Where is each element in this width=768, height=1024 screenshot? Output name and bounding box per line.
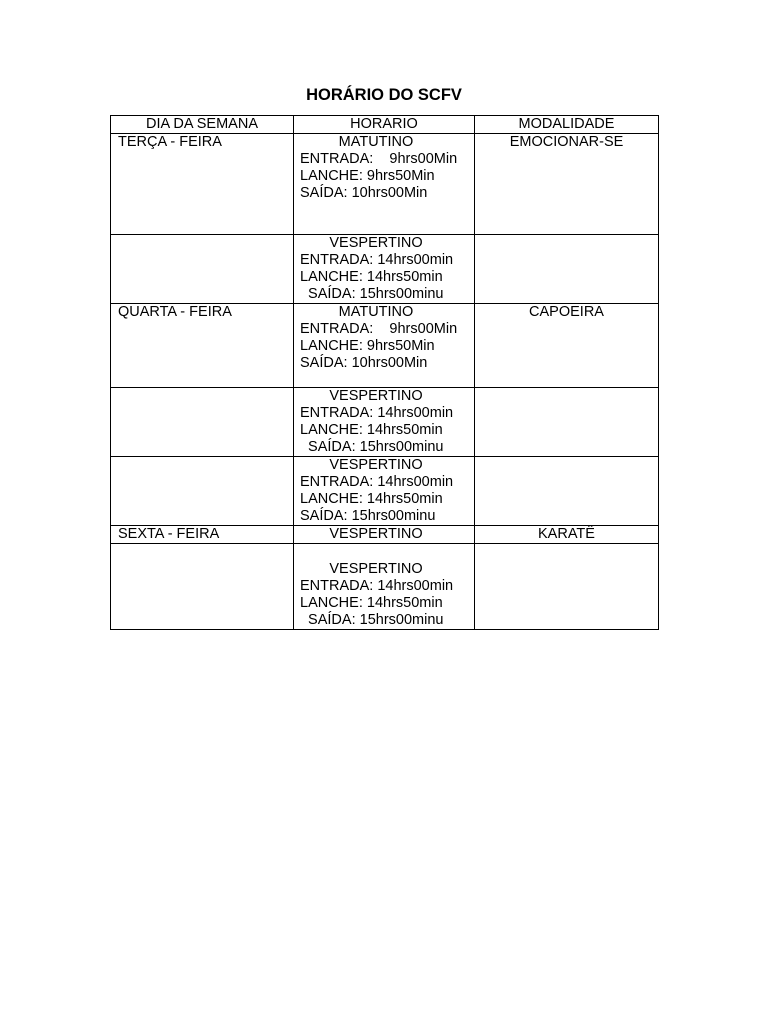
header-modality: MODALIDADE [475, 116, 659, 134]
header-day: DIA DA SEMANA [111, 116, 294, 134]
time-line: SAÍDA: 15hrs00minu [300, 286, 444, 302]
table-row [111, 544, 659, 630]
modality-cell: CAPOEIRA [475, 304, 659, 388]
period-label: VESPERTINO [329, 235, 423, 251]
day-cell [111, 235, 294, 304]
day-cell: QUARTA - FEIRA [111, 304, 294, 388]
time-cell [294, 304, 475, 388]
time-line: ENTRADA: 9hrs00Min [300, 321, 458, 337]
day-cell [111, 457, 294, 526]
modality-cell: KARATÊ [475, 526, 659, 544]
modality-cell [475, 235, 659, 304]
period-label: MATUTINO [338, 304, 414, 320]
time-line: SAÍDA: 15hrs00minu [300, 612, 444, 628]
page-title: HORÁRIO DO SCFV [306, 86, 462, 104]
table-row [111, 304, 659, 388]
time-cell [294, 235, 475, 304]
time-line: LANCHE: 9hrs50Min [300, 168, 435, 184]
modality-cell [475, 457, 659, 526]
table-row [111, 235, 659, 304]
period-label: MATUTINO [338, 134, 414, 150]
day-cell [111, 388, 294, 457]
period-label: VESPERTINO [329, 457, 423, 473]
table-row [111, 388, 659, 457]
day-cell: TERÇA - FEIRA [111, 134, 294, 235]
time-cell [294, 134, 475, 235]
time-line: SAÍDA: 10hrs00Min [300, 355, 428, 371]
time-line: LANCHE: 9hrs50Min [300, 338, 435, 354]
time-cell [294, 544, 475, 630]
time-cell [294, 457, 475, 526]
day-cell [111, 544, 294, 630]
table-row [111, 134, 659, 235]
table-row [111, 526, 659, 544]
time-line: LANCHE: 14hrs50min [300, 491, 443, 507]
modality-cell: EMOCIONAR-SE [475, 134, 659, 235]
time-line: LANCHE: 14hrs50min [300, 422, 443, 438]
time-line: SAÍDA: 10hrs00Min [300, 185, 428, 201]
time-line: ENTRADA: 14hrs00min [300, 252, 454, 268]
modality-cell [475, 388, 659, 457]
day-cell: SEXTA - FEIRA [111, 526, 294, 544]
table-row [111, 457, 659, 526]
time-line: SAÍDA: 15hrs00minu [300, 508, 436, 524]
period-label: VESPERTINO [329, 388, 423, 404]
time-line: SAÍDA: 15hrs00minu [300, 439, 444, 455]
time-line: LANCHE: 14hrs50min [300, 269, 443, 285]
period-label: VESPERTINO [329, 526, 423, 542]
time-cell [294, 388, 475, 457]
time-line: ENTRADA: 14hrs00min [300, 405, 454, 421]
time-line: ENTRADA: 14hrs00min [300, 578, 454, 594]
period-label: VESPERTINO [329, 561, 423, 577]
time-line: LANCHE: 14hrs50min [300, 595, 443, 611]
modality-cell [475, 544, 659, 630]
header-time: HORARIO [294, 116, 475, 134]
time-line: ENTRADA: 9hrs00Min [300, 151, 458, 167]
time-line: ENTRADA: 14hrs00min [300, 474, 454, 490]
time-cell [294, 526, 475, 544]
table-header-row [111, 116, 659, 134]
schedule-table [110, 115, 659, 630]
